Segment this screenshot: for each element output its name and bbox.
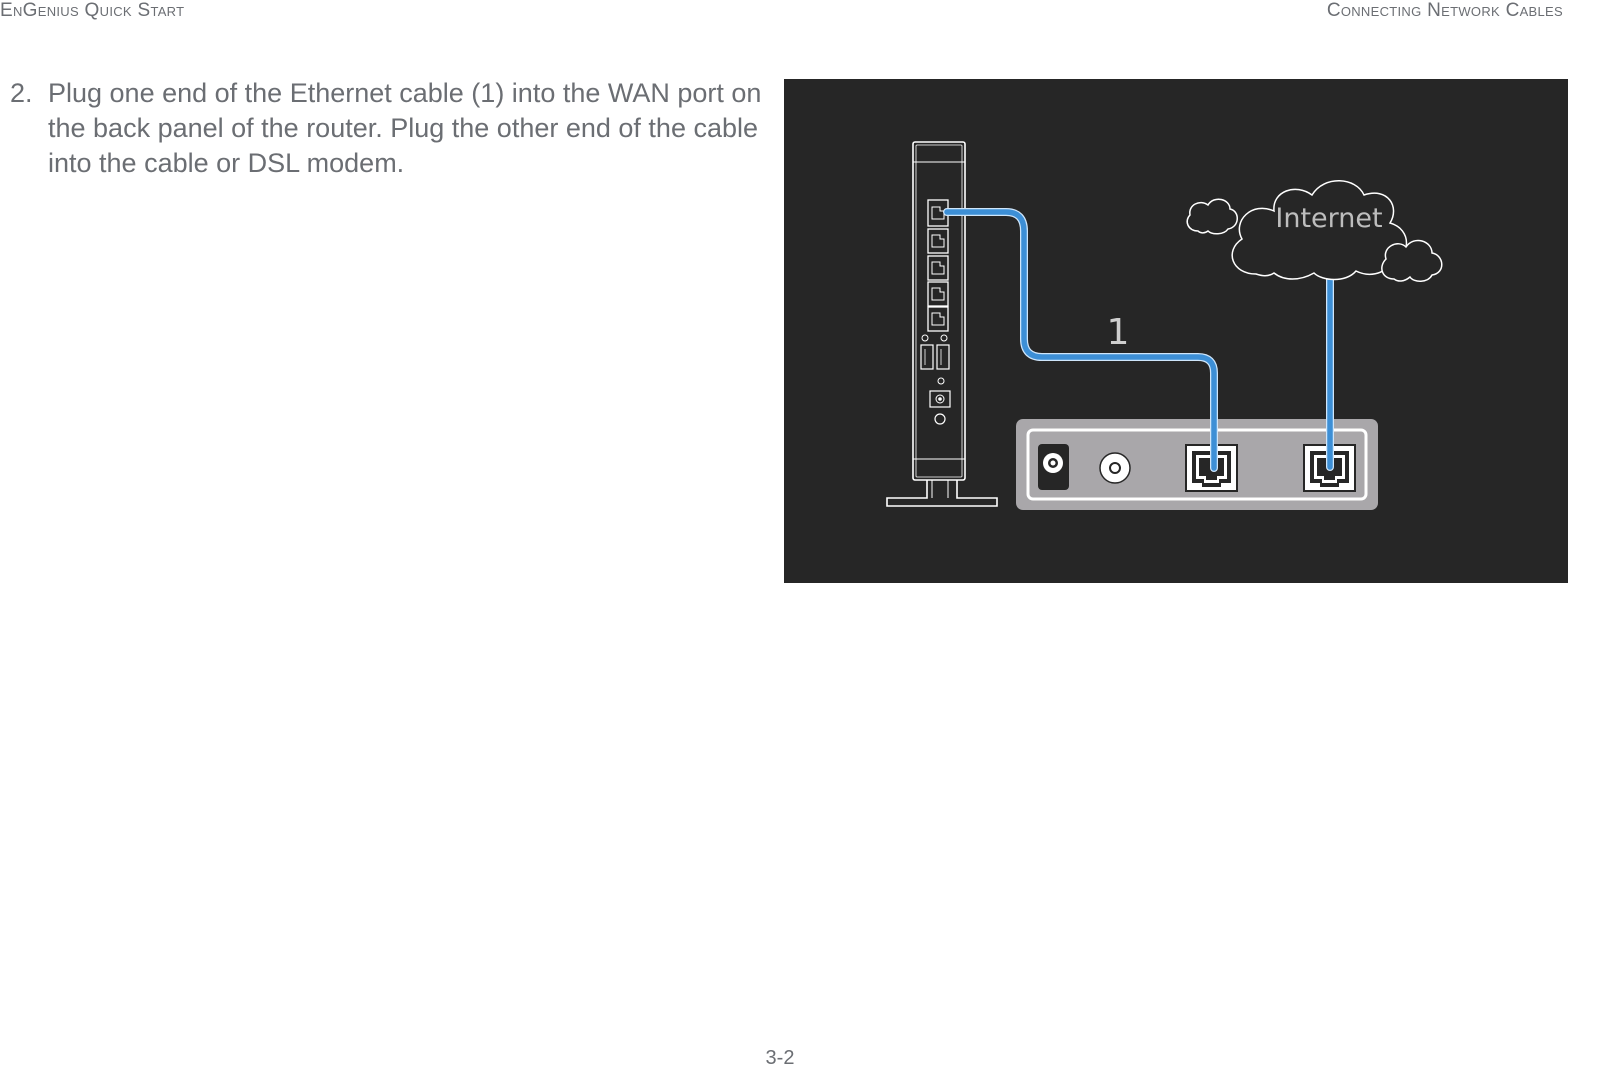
modem-icon (1016, 419, 1378, 510)
network-diagram (784, 79, 1568, 583)
router-icon (887, 142, 997, 506)
internet-label: Internet (1275, 203, 1383, 234)
step-text: Plug one end of the Ethernet cable (1) into the WAN port on the back panel of the router. Plug the other end of the cable into the cable or DSL modem. (48, 78, 762, 178)
header-title-left: EnGenius Quick Start (0, 0, 185, 21)
page-number: 3-2 (765, 1047, 795, 1069)
header-title-right: Connecting Network Cables (1326, 0, 1563, 21)
cable-number-label: 1 (1106, 312, 1130, 353)
step-number: 2. (10, 78, 33, 108)
